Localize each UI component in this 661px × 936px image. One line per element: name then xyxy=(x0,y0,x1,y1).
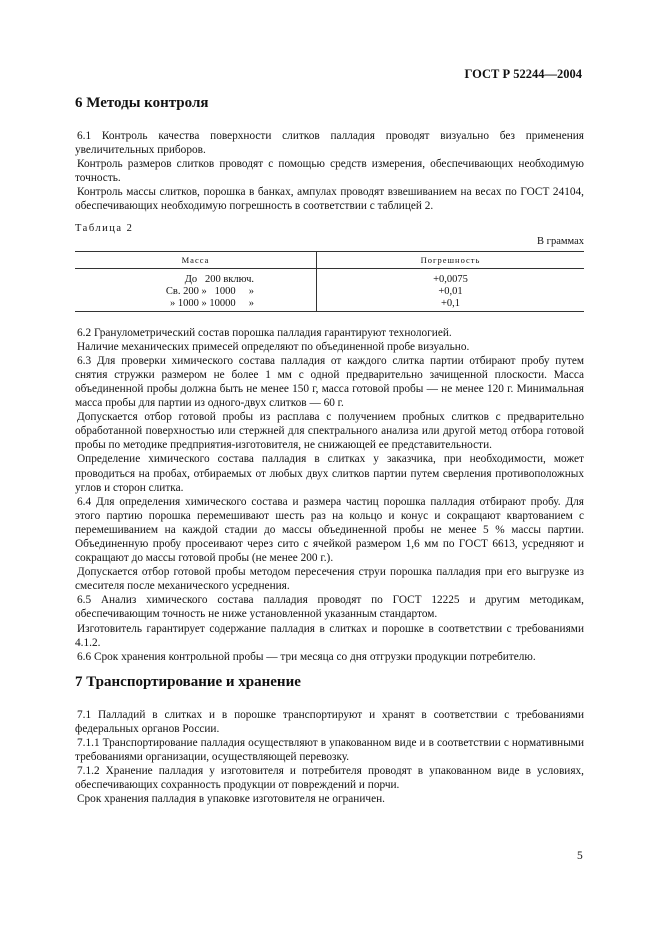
paragraph-manufacturer-guarantee: Изготовитель гарантирует содержание палладия в слитках и порошке в соответствии с требованиями 4.1.2. xyxy=(75,622,584,649)
mass-cell xyxy=(75,268,317,311)
column-header-mass: Масса xyxy=(75,251,317,268)
paragraph-impurities: Наличие механических примесей определяют по объединенной пробе визуально. xyxy=(77,340,470,353)
page-content xyxy=(75,90,584,806)
section-6-title: 6 Методы контроля xyxy=(75,95,209,111)
paragraph-stream-sampling: Допускается отбор готовой пробы методом пересечения струи порошка палладия при его выгрузке из смесителя после механического усреднения. xyxy=(75,566,584,593)
paragraph-sampling-melt: Допускается отбор готовой пробы из расплава с получением пробных слитков с предварительно обработанной поверхностью или стержней для спектрального анализа или другой метод отбора готовой пробы по методике предприятия-изготовителя, не снижающей ее представительности. xyxy=(75,411,584,452)
error-cell xyxy=(317,268,585,311)
paragraph-6-2: 6.2 Гранулометрический состав порошка палладия гарантируют технологией. xyxy=(77,326,452,339)
paragraph-6-1: 6.1 Контроль качества поверхности слитков палладия проводят визуально без применения увеличительных приборов. xyxy=(75,130,584,157)
error-value: +0,1 xyxy=(440,297,461,309)
error-value: +0,01 xyxy=(438,285,463,297)
mass-range: » 1000 » 10000 » xyxy=(170,297,254,309)
section-7-title: 7 Транспортирование и хранение xyxy=(75,673,301,690)
paragraph-size-control: Контроль размеров слитков проводят с помощью средств измерения, обеспечивающих необходимую точность. xyxy=(75,158,584,185)
paragraph-7-1-1: 7.1.1 Транспортирование палладия осуществляют в упакованном виде и в соответствии с нормативными требованиями организации, осуществляющей перевозку. xyxy=(75,737,584,764)
table-units: В граммах xyxy=(537,235,584,247)
page-number: 5 xyxy=(577,850,583,862)
standard-code-header: ГОСТ Р 52244—2004 xyxy=(464,67,582,81)
paragraph-6-4: 6.4 Для определения химического состава и размера частиц порошка палладия отбирают пробу. Для этого партию порошка перемешивают шесть раз на кольцо и конус и сокращают квартованием с перемешиванием на каждой стадии до массы объединенной пробы не менее 5 % массы партии. Объединенную пробу просеивают через сито с ячейкой размером 1,6 мм по ГОСТ 6613, усредняют и сокращают до массы готовой пробы (не менее 200 г.). xyxy=(75,495,584,565)
mass-range: До 200 включ. xyxy=(184,273,254,285)
error-value: +0,0075 xyxy=(433,273,468,285)
paragraph-6-6: 6.6 Срок хранения контрольной пробы — три месяца со дня отгрузки продукции потребителю. xyxy=(77,650,536,663)
paragraph-6-5: 6.5 Анализ химического состава палладия проводят по ГОСТ 12225 и другим методикам, обеспечивающим точность не ниже установленной указанным стандартом. xyxy=(75,594,584,621)
paragraph-customer-analysis: Определение химического состава палладия в слитках у заказчика, при необходимости, может проводиться на пробах, отбираемых от любых двух слитков партии путем сверления противоположных углов и сторон слитка. xyxy=(75,453,584,494)
table-2 xyxy=(75,251,584,312)
column-header-error: Погрешность xyxy=(317,251,585,268)
paragraph-6-3: 6.3 Для проверки химического состава палладия от каждого слитка партии отбирают пробу путем снятия стружки размером не более 1 мм с одной предварительно зачищенной плоскости. Масса объединенной пробы должна быть не менее 150 г, масса готовой пробы — не менее 120 г. Минимальная масса пробы для партии из одного-двух слитков — 60 г. xyxy=(75,354,584,410)
table-caption: Таблица 2 xyxy=(75,222,134,234)
paragraph-7-1-2: 7.1.2 Хранение палладия у изготовителя и потребителя проводят в упакованном виде в условиях, обеспечивающих сохранность продукции от повреждений и порчи. xyxy=(75,765,584,792)
paragraph-7-1: 7.1 Палладий в слитках и в порошке транспортируют и хранят в соответствии с требованиями федеральных органов России. xyxy=(75,708,584,735)
paragraph-storage-term: Срок хранения палладия в упаковке изготовителя не ограничен. xyxy=(77,793,385,806)
paragraph-mass-control: Контроль массы слитков, порошка в банках, ампулах проводят взвешиванием на весах по ГОСТ 24104, обеспечивающих необходимую погрешность в соответствии с таблицей 2. xyxy=(75,186,584,213)
table-row xyxy=(75,268,584,311)
mass-range: Св. 200 » 1000 » xyxy=(165,285,254,297)
